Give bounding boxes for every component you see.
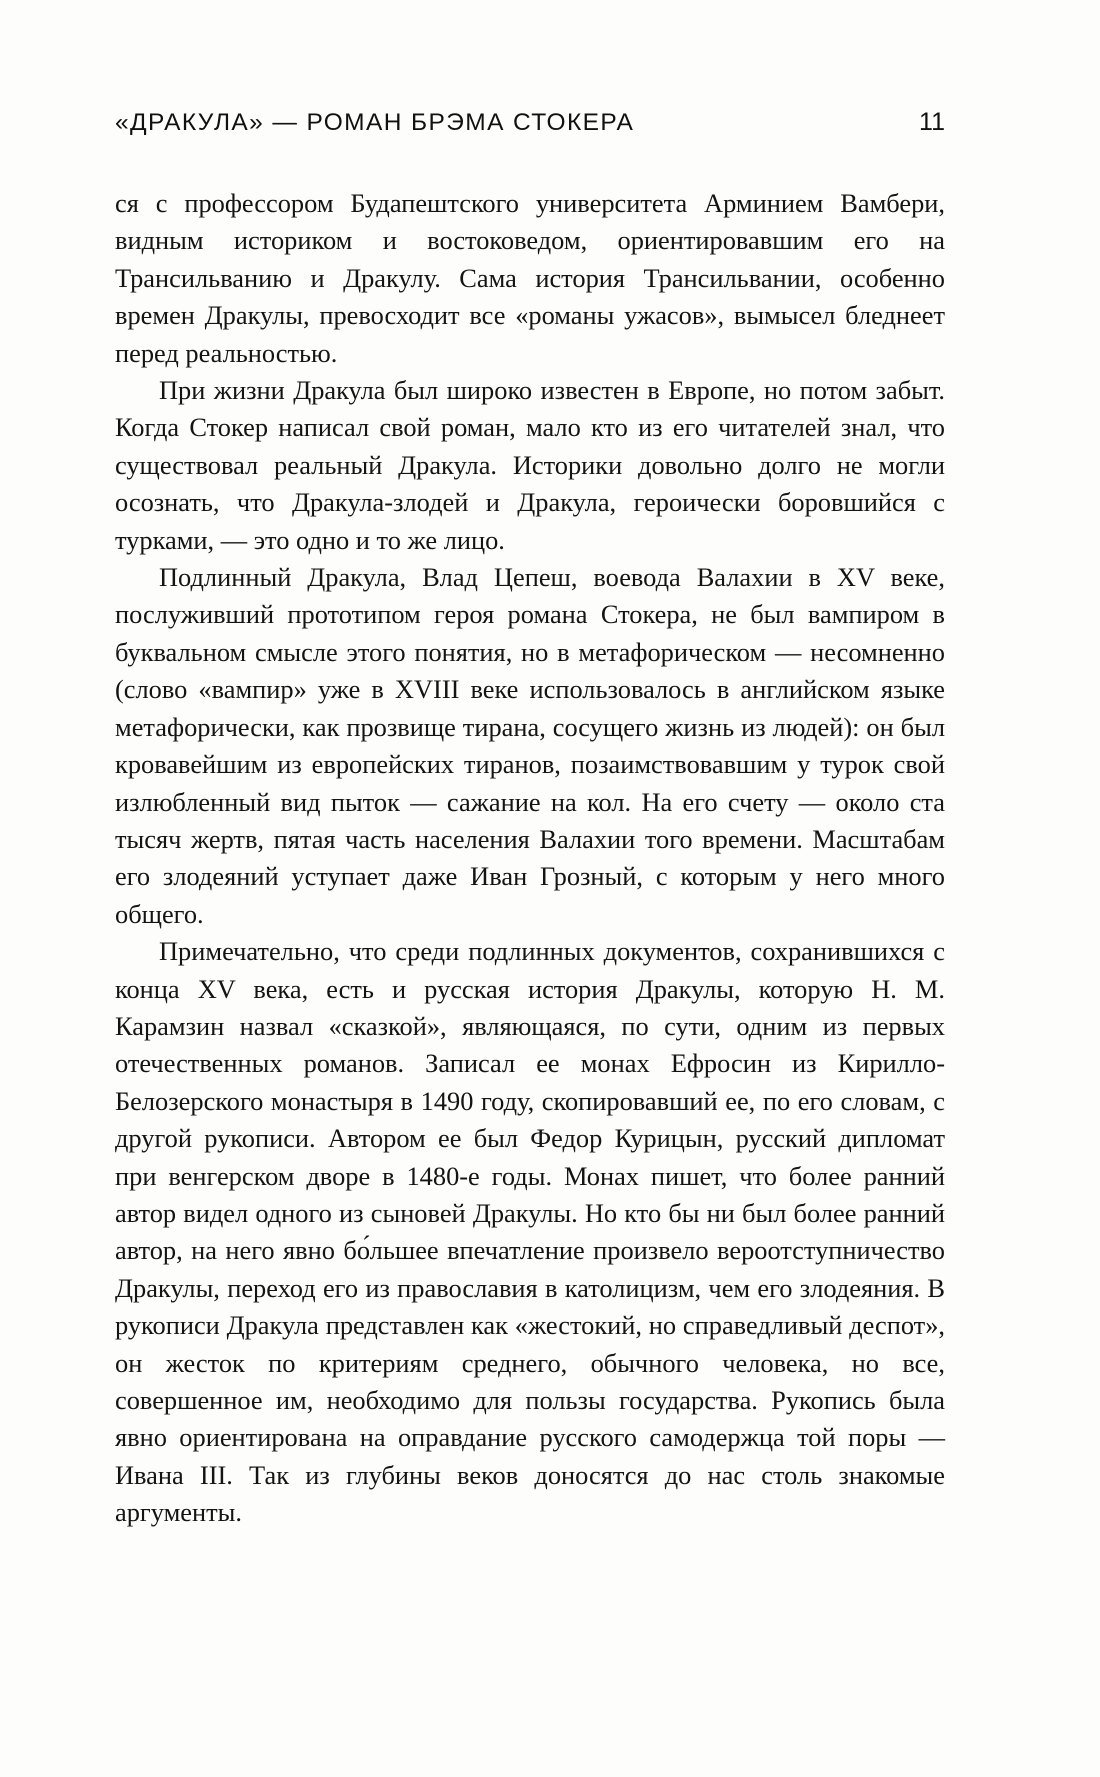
body-text xyxy=(115,185,945,1532)
page-content xyxy=(115,108,945,1532)
paragraph-2: При жизни Дракула был широко известен в Европе, но потом забыт. Когда Стокер написал свой роман, мало кто из его читателей знал, что существовал реальный Дракула. Историки довольно долго не могли осознать, что Дракула-злодей и Дракула, героически боровшийся с турками, — это одно и то же лицо. xyxy=(115,375,945,555)
running-head-title: «ДРАКУЛА» — РОМАН БРЭМА СТОКЕРА xyxy=(115,109,635,136)
running-head xyxy=(115,108,945,137)
paragraph-4: Примечательно, что среди подлинных документов, сохранившихся с конца XV века, есть и русская история Дракулы, которую Н. М. Карамзин назвал «сказкой», являющаяся, по сути, одним из первых отечественных романов. Записал ее монах Ефросин из Кирилло-Белозерского монастыря в 1490 году, скопировавший ее, по его словам, с другой рукописи. Автором ее был Федор Курицын, русский дипломат при венгерском дворе в 1480-е годы. Монах пишет, что более ранний автор видел одного из сыновей Дракулы. Но кто бы ни был более ранний автор, на него явно бо́льшее впечатление произвело вероотступничество Дракулы, переход его из православия в католицизм, чем его злодеяния. В рукописи Дракула представлен как «жестокий, но справедливый деспот», он жесток по критериям среднего, обычного человека, но все, совершенное им, необходимо для пользы государства. Рукопись была явно ориентирована на оправдание русского самодержца той поры — Ивана III. Так из глубины веков доносятся до нас столь знакомые аргументы. xyxy=(115,936,945,1528)
page-number: 11 xyxy=(919,108,945,136)
paragraph-1: ся с профессором Будапештского университета Арминием Вамбери, видным историком и востоковедом, ориентировавшим его на Трансильванию и Дракулу. Сама история Трансильвании, особенно времен Дракулы, превосходит все «романы ужасов», вымысел бледнеет перед реальностью. xyxy=(115,188,945,368)
paragraph-3: Подлинный Дракула, Влад Цепеш, воевода Валахии в XV веке, послуживший прототипом героя романа Стокера, не был вампиром в буквальном смысле этого понятия, но в метафорическом — несомненно (слово «вампир» уже в XVIII веке использовалось в английском языке метафорически, как прозвище тирана, сосущего жизнь из людей): он был кровавейшим из европейских тиранов, позаимствовавшим у турок свой излюбленный вид пыток — сажание на кол. На его счету — около ста тысяч жертв, пятая часть населения Валахии того времени. Масштабам его злодеяний уступает даже Иван Грозный, с которым у него много общего. xyxy=(115,562,945,929)
